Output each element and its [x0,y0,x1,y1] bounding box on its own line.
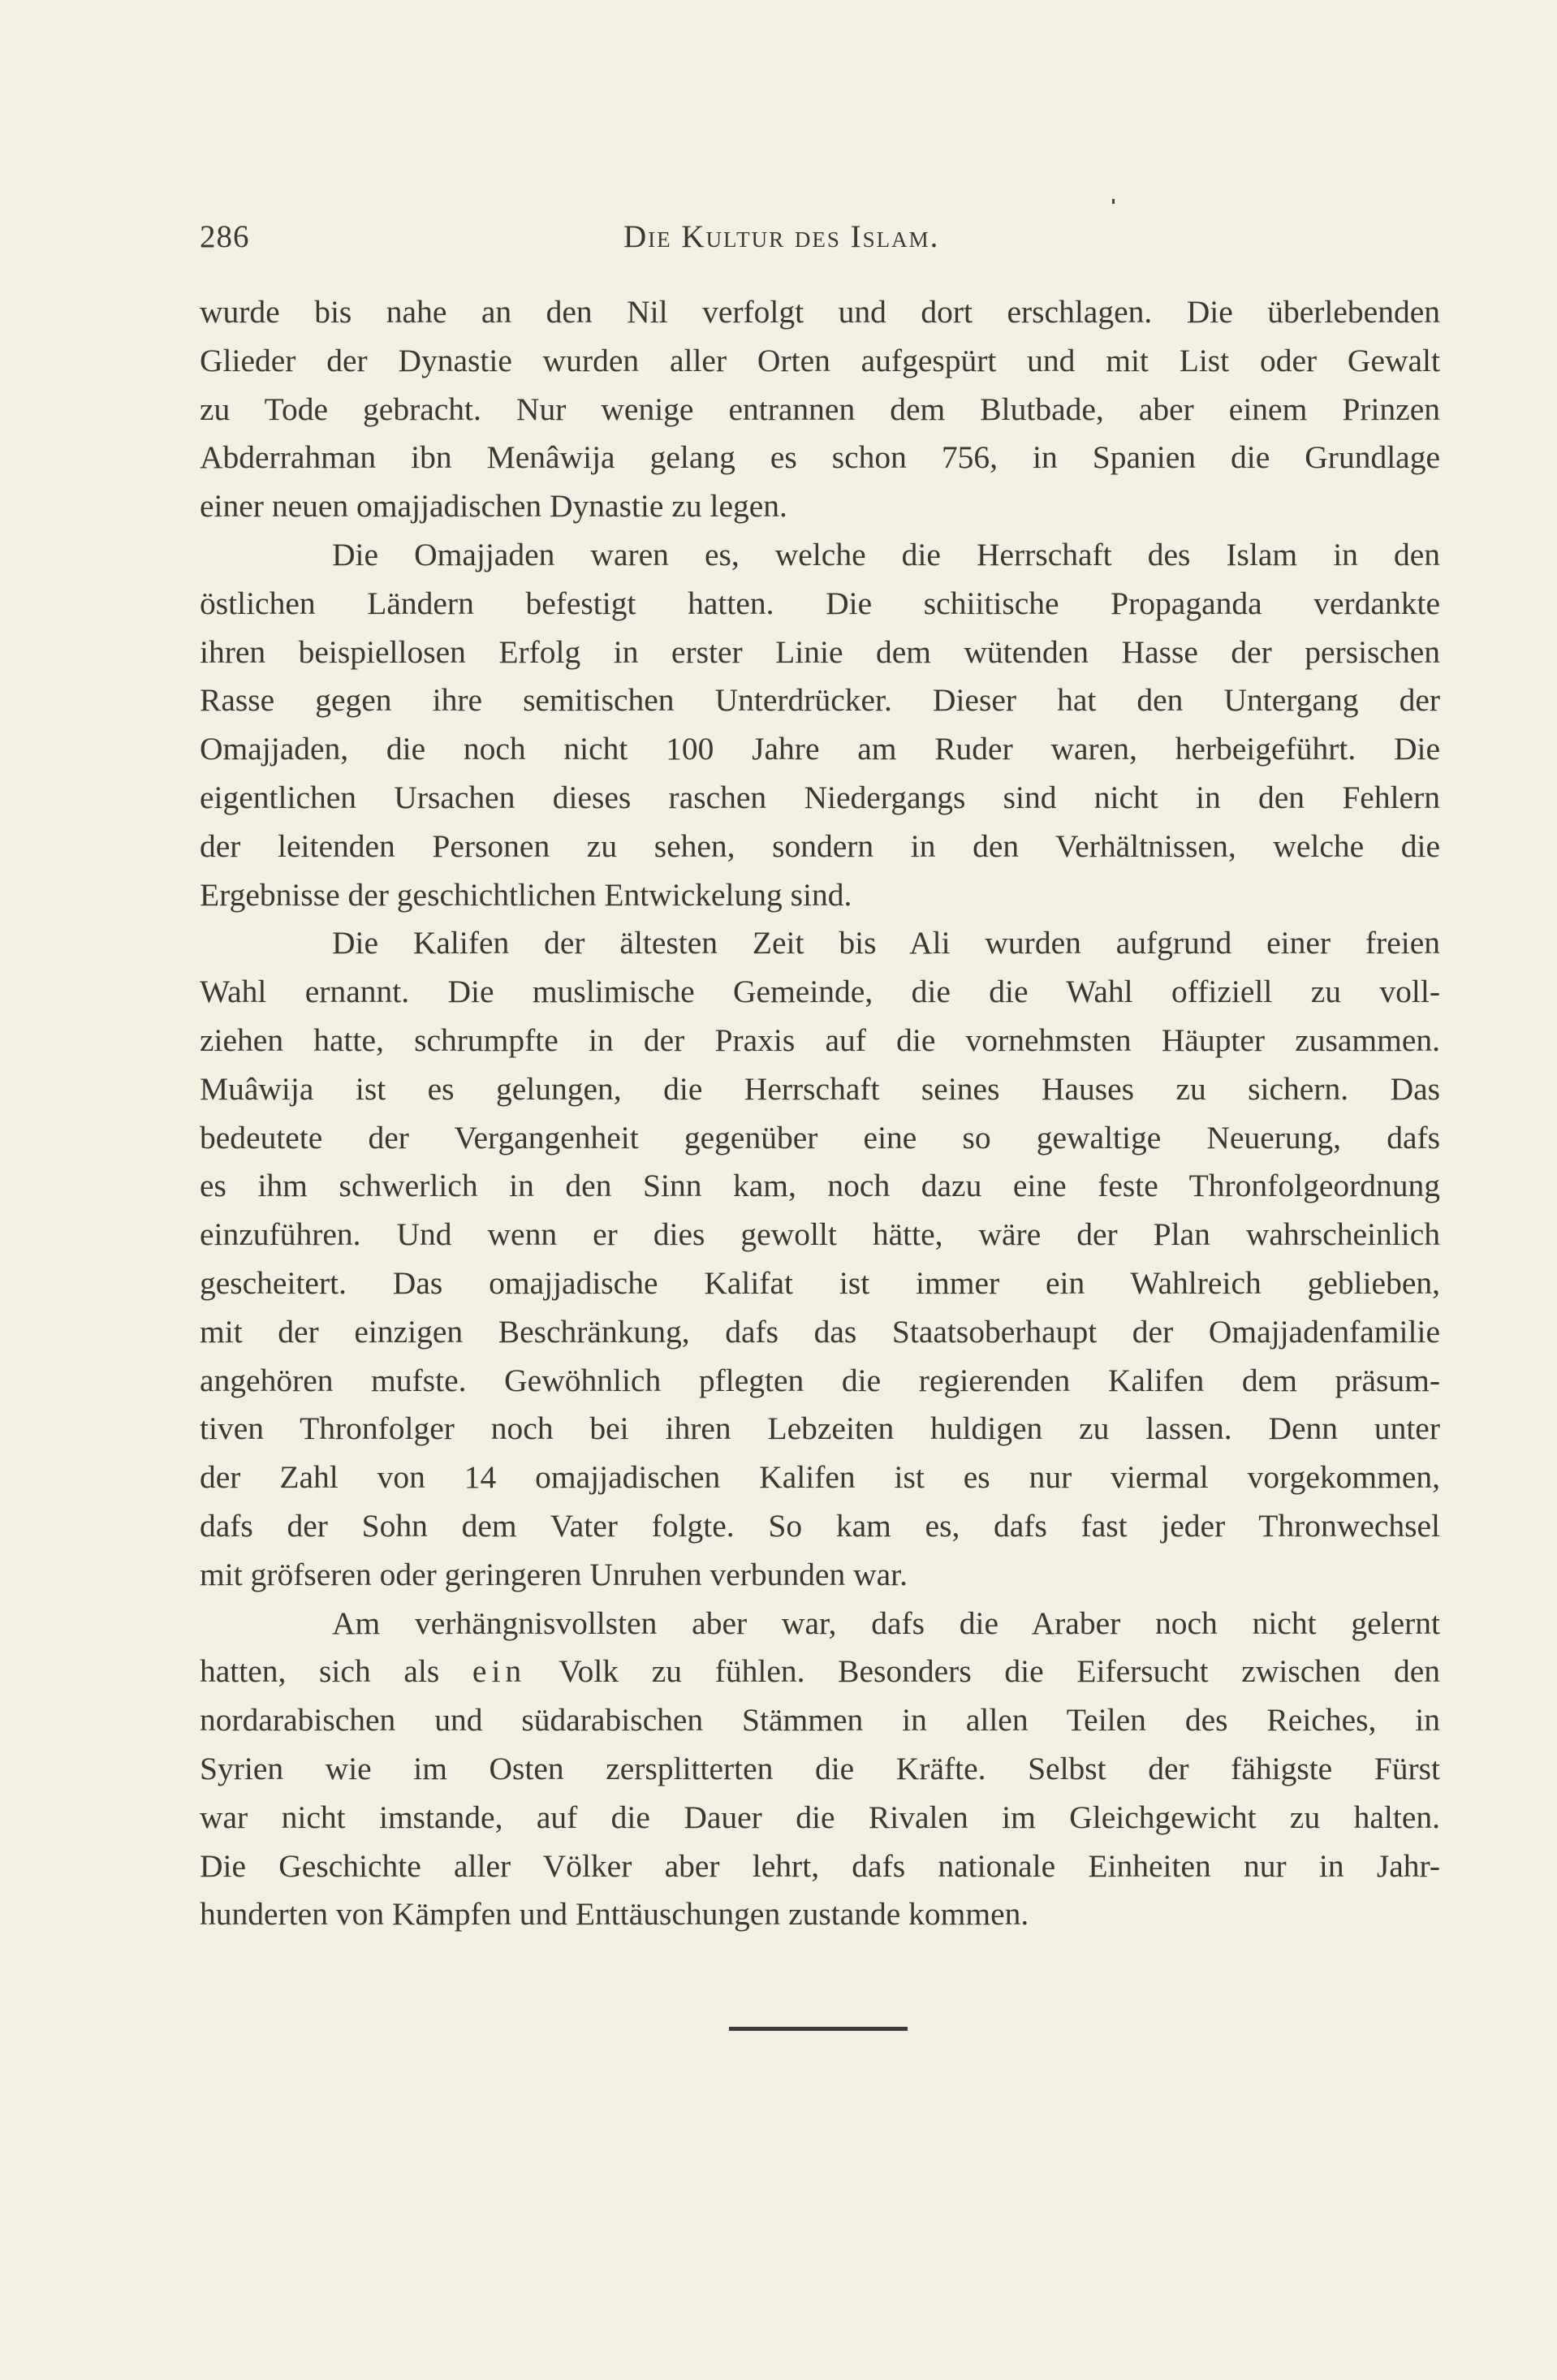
text-line: ziehen hatte, schrumpfte in der Praxis auf die vornehmsten Häupter zusammen. [200,1022,1440,1058]
paragraph [200,288,1440,531]
text-line: gescheitert. Das omajjadische Kalifat ist immer ein Wahlreich geblieben, [200,1264,1440,1301]
text-line: Muâwija ist es gelungen, die Herrschaft seines Hauses zu sichern. Das [200,1070,1440,1107]
text-line: einer neuen omajjadischen Dynastie zu legen. [200,488,787,525]
text-line: hunderten von Kämpfen und Enttäuschungen zustande kommen. [200,1896,1029,1933]
text-line: Wahl ernannt. Die muslimische Gemeinde, die die Wahl offiziell zu voll- [200,974,1440,1010]
text-line: war nicht imstande, auf die Dauer die Rivalen im Gleichgewicht zu halten. [200,1799,1440,1835]
text-line: Syrien wie im Osten zersplitterten die Kräfte. Selbst der fähigste Fürst [200,1750,1440,1786]
text-line: mit gröfseren oder geringeren Unruhen verbunden war. [200,1556,908,1592]
paragraph [200,919,1440,1599]
emphasis-spaced-text: ein [472,1653,527,1690]
text-segment: hatten, sich als [200,1653,472,1690]
page-number: 286 [200,219,250,254]
text-line: Ergebnisse der geschichtlichen Entwickelung sind. [200,876,852,913]
text-line: östlichen Ländern befestigt hatten. Die schiitische Propaganda verdankte [200,585,1440,621]
text-segment: Volk zu fühlen. Besonders die Eifersucht zwischen den [526,1653,1440,1690]
ink-speck [1112,199,1115,204]
text-line: bedeutete der Vergangenheit gegenüber eine so gewaltige Neuerung, dafs [200,1119,1440,1155]
text-line [200,1648,1440,1696]
body-text [200,288,1440,1939]
text-line: Abderrahman ibn Menâwija gelang es schon 756, in Spanien die Grundlage [200,439,1440,476]
text-line: Omajjaden, die noch nicht 100 Jahre am Ruder waren, herbeigeführt. Die [200,731,1440,767]
text-line: Die Omajjaden waren es, welche die Herrschaft des Islam in den [332,536,1440,572]
page-header [200,213,1442,261]
text-line: Rasse gegen ihre semitischen Unterdrücker. Dieser hat den Untergang der [200,682,1440,719]
paragraph [200,531,1440,919]
text-line: wurde bis nahe an den Nil verfolgt und dort erschlagen. Die überlebenden [200,294,1440,330]
running-title: Die Kultur des Islam. [623,219,940,254]
text-line: zu Tode gebracht. Nur wenige entrannen dem Blutbade, aber einem Prinzen [200,391,1440,427]
text-line: Am verhängnisvollsten aber war, dafs die Araber noch nicht gelernt [332,1605,1440,1641]
text-line: mit der einzigen Beschränkung, dafs das Staatsoberhaupt der Omajjadenfamilie [200,1313,1440,1350]
chapter-end-rule [729,2027,908,2031]
text-line: Die Kalifen der ältesten Zeit bis Ali wurden aufgrund einer freien [332,925,1440,961]
text-line: Glieder der Dynastie wurden aller Orten aufgespürt und mit List oder Gewalt [200,342,1440,378]
text-line: der leitenden Personen zu sehen, sondern in den Verhältnissen, welche die [200,827,1440,864]
text-line: dafs der Sohn dem Vater folgte. So kam es, dafs fast jeder Thronwechsel [200,1507,1440,1544]
text-line: nordarabischen und südarabischen Stämmen in allen Teilen des Reiches, in [200,1702,1440,1739]
paragraph [200,1600,1440,1940]
text-line: der Zahl von 14 omajjadischen Kalifen ist es nur viermal vorgekommen, [200,1459,1440,1496]
text-line: eigentlichen Ursachen dieses raschen Niedergangs sind nicht in den Fehlern [200,779,1440,815]
text-line: einzuführen. Und wenn er dies gewollt hätte, wäre der Plan wahrscheinlich [200,1216,1440,1253]
text-line: Die Geschichte aller Völker aber lehrt, dafs nationale Einheiten nur in Jahr- [200,1847,1440,1884]
text-line: es ihm schwerlich in den Sinn kam, noch dazu eine feste Thronfolgeordnung [200,1168,1440,1204]
text-line: angehören mufste. Gewöhnlich pflegten die regierenden Kalifen dem präsum- [200,1362,1440,1398]
text-line: ihren beispiellosen Erfolg in erster Linie dem wütenden Hasse der persischen [200,633,1440,670]
text-line: tiven Thronfolger noch bei ihren Lebzeiten huldigen zu lassen. Denn unter [200,1410,1440,1447]
